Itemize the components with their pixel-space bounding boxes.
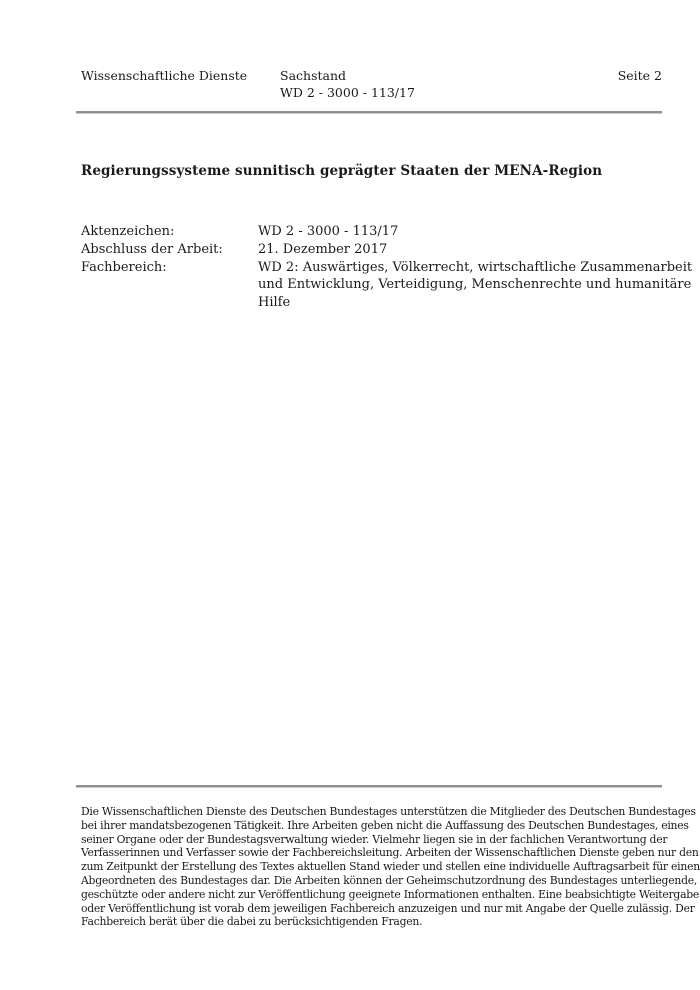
footer-line: Die Wissenschaftlichen Dienste des Deutschen Bundestages unterstützen die Mitglieder des Deutschen Bundestages [81,805,696,818]
header-page-number: Seite 2 [617,68,662,83]
field-label-aktenzeichen: Aktenzeichen: [81,224,175,239]
footer-line: Fachbereich berät über die dabei zu berücksichtigenden Fragen. [81,915,423,929]
field-label-abschluss: Abschluss der Arbeit: [81,241,223,257]
field-label-fachbereich: Fachbereich: [81,259,167,275]
header-doc-number: WD 2 - 3000 - 113/17 [280,85,415,100]
field-value-fachbereich-line: Hilfe [258,295,291,311]
field-value-fachbereich [258,259,692,312]
header-doc-type: Sachstand [280,68,347,83]
field-value-aktenzeichen: WD 2 - 3000 - 113/17 [258,224,399,239]
footer-line: oder Veröffentlichung ist vorab dem jeweiligen Fachbereich anzuzeigen und nur mit Angabe der Quelle zulässig. Der [81,901,695,915]
header-divider [76,111,662,114]
footer-line: Abgeordneten des Bundestages dar. Die Arbeiten können der Geheimschutzordnung des Bundestages unterliegende, [81,873,698,887]
footer-line: seiner Organe oder der Bundestagsverwaltung wieder. Vielmehr liegen sie in der fachlichen Verantwortung der [81,832,668,846]
field-value-fachbereich-line: WD 2: Auswärtiges, Völkerrecht, wirtschaftliche Zusammenarbeit [258,259,693,275]
footer-divider [76,785,662,788]
field-value-fachbereich-line: und Entwicklung, Verteidigung, Menschenrechte und humanitäre [258,277,692,293]
footer-line: bei ihrer mandatsbezogenen Tätigkeit. Ihre Arbeiten geben nicht die Auffassung des Deutschen Bundestages, eines [81,818,689,832]
field-value-abschluss: 21. Dezember 2017 [258,241,388,257]
footer-line: zum Zeitpunkt der Erstellung des Textes aktuellen Stand wieder und stellen eine individuelle Auftragsarbeit für einen [81,860,700,874]
header-organization: Wissenschaftliche Dienste [81,68,248,83]
header-document-info [280,67,415,101]
document-title: Regierungssysteme sunnitisch geprägter Staaten der MENA-Region [81,163,603,179]
footer-line: Verfasserinnen und Verfasser sowie der Fachbereichsleitung. Arbeiten der Wissenschaftlichen Dienste geben nur den [81,846,699,860]
footer-line: geschützte oder andere nicht zur Veröffentlichung geeignete Informationen enthalten. Eine beabsichtigte Weitergabe [81,887,700,901]
footer-disclaimer [81,805,700,929]
metadata-fields [81,223,692,312]
